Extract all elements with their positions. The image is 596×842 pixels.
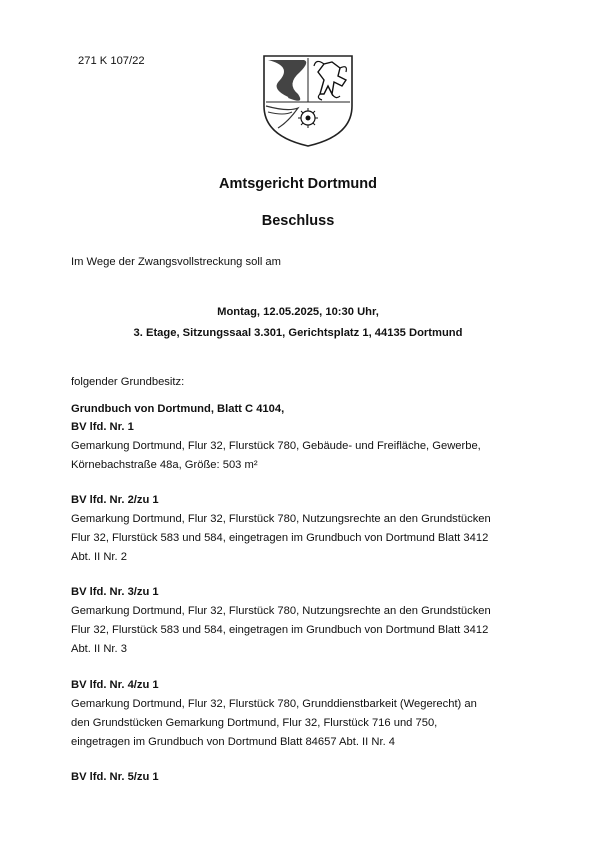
auction-date: Montag, 12.05.2025, 10:30 Uhr, <box>217 306 379 318</box>
entry-line: Flur 32, Flurstück 583 und 584, eingetragen im Grundbuch von Dortmund Blatt 3412 <box>71 532 489 544</box>
entry-heading: BV lfd. Nr. 5/zu 1 <box>71 771 159 783</box>
entry-line: Gemarkung Dortmund, Flur 32, Flurstück 780, Grunddienstbarkeit (Wegerecht) an <box>71 698 477 710</box>
property-entry <box>71 418 481 475</box>
entry-line: Gemarkung Dortmund, Flur 32, Flurstück 780, Gebäude- und Freifläche, Gewerbe, <box>71 440 481 452</box>
property-entry <box>71 768 159 787</box>
entry-line: Abt. II Nr. 3 <box>71 643 127 655</box>
entry-line: Flur 32, Flurstück 583 und 584, eingetragen im Grundbuch von Dortmund Blatt 3412 <box>71 624 489 636</box>
entry-line: Körnebachstraße 48a, Größe: 503 m² <box>71 459 258 471</box>
entry-line: Abt. II Nr. 2 <box>71 551 127 563</box>
auction-location: 3. Etage, Sitzungssaal 3.301, Gerichtsplatz 1, 44135 Dortmund <box>133 327 463 339</box>
entry-line: den Grundstücken Gemarkung Dortmund, Flur 32, Flurstück 716 und 750, <box>71 717 438 729</box>
court-name: Amtsgericht Dortmund <box>219 176 377 192</box>
entry-heading: BV lfd. Nr. 1 <box>71 421 134 433</box>
property-entry <box>71 583 491 659</box>
entry-line: Gemarkung Dortmund, Flur 32, Flurstück 780, Nutzungsrechte an den Grundstücken <box>71 605 491 617</box>
intro-text: Im Wege der Zwangsvollstreckung soll am <box>71 256 281 268</box>
property-entry <box>71 676 477 752</box>
entry-heading: BV lfd. Nr. 4/zu 1 <box>71 679 159 691</box>
grundbuch-reference: Grundbuch von Dortmund, Blatt C 4104, <box>71 403 285 415</box>
entry-line: eingetragen im Grundbuch von Dortmund Blatt 84657 Abt. II Nr. 4 <box>71 736 396 748</box>
case-reference: 271 K 107/22 <box>78 55 145 67</box>
property-entry <box>71 491 491 567</box>
entry-line: Gemarkung Dortmund, Flur 32, Flurstück 780, Nutzungsrechte an den Grundstücken <box>71 513 491 525</box>
property-intro: folgender Grundbesitz: <box>71 376 185 388</box>
entry-heading: BV lfd. Nr. 2/zu 1 <box>71 494 159 506</box>
entry-heading: BV lfd. Nr. 3/zu 1 <box>71 586 159 598</box>
document-title: Beschluss <box>261 213 335 229</box>
nrw-coat-of-arms-icon <box>258 50 358 150</box>
